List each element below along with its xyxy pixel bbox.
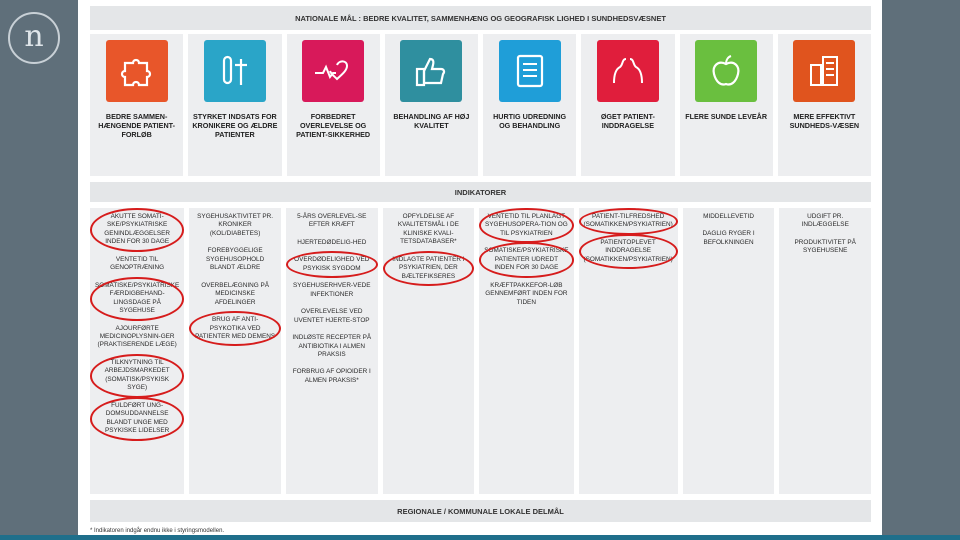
apple-icon <box>695 40 757 102</box>
goal-label: ØGET PATIENT-INDDRAGELSE <box>600 112 655 131</box>
goal-card-3 <box>287 34 380 176</box>
puzzle-icon <box>106 40 168 102</box>
goal-card-6 <box>581 34 674 176</box>
indicator-item: VENTETID TIL GENOPTRÆNING <box>110 255 165 272</box>
indicator-item: OVERLEVELSE VED UVENTET HJERTE-STOP <box>293 308 370 324</box>
indicator-item-highlighted: SOMATISKE/PSYKIATRISKE FÆRDIGBEHAND-LINGSDAGE PÅ SYGEHUSE <box>93 281 181 317</box>
indicator-item: HJERTEDØDELIG-HED <box>297 238 367 246</box>
goals-row <box>90 34 871 176</box>
indicator-column <box>479 208 573 494</box>
goal-label: FLERE SUNDE LEVEÅR <box>685 112 768 121</box>
indicator-item: PRODUKTIVITET PÅ SYGEHUSENE <box>794 238 856 255</box>
heartbeat-icon <box>302 40 364 102</box>
faces-icon <box>597 40 659 102</box>
indicators-header: INDIKATORER <box>90 182 871 202</box>
slide <box>78 0 882 540</box>
indicator-item: FOREBYGGELIGE SYGEHUSOPHOLD BLANDT ÆLDRE <box>205 247 265 272</box>
page-title: NATIONALE MÅL : BEDRE KVALITET, SAMMENHÆNG OG GEOGRAFISK LIGHED I SUNDHEDSVÆSNET <box>90 6 871 30</box>
indicator-item: SYGEHUSAKTIVITET PR. KRONIKER (KOL/DIABETES) <box>197 213 274 237</box>
indicator-item: SYGEHUSERHVER-VEDE INFEKTIONER <box>293 282 371 298</box>
indicator-item-highlighted: PATIENT-TILFREDSHED (SOMATIKKEN/PSYKIATRIEN) <box>582 212 675 231</box>
goal-card-4 <box>385 34 478 176</box>
indicator-item: OVERBELÆGNING PÅ MEDICINSKE AFDELINGER <box>201 281 270 306</box>
indicator-item-highlighted: TILKNYTNING TIL ARBEJDSMARKEDET (SOMATISK/PSYKISK SYGE) <box>93 358 181 394</box>
test-tubes-icon <box>204 40 266 102</box>
goal-label: HURTIG UDREDNING OG BEHANDLING <box>493 112 567 131</box>
goal-card-1 <box>90 34 183 176</box>
indicator-item-highlighted: INDLAGTE PATIENTER I PSYKIATRIEN, DER BÆLTEFIKSERES <box>386 255 472 282</box>
goal-card-5 <box>483 34 576 176</box>
indicator-item-highlighted: FULDFØRT UNG-DOMSUDDANNELSE BLANDT UNGE MED PSYKISKE LIDELSER <box>93 401 181 437</box>
indicator-item-highlighted: SOMATISKE/PSYKIATRISKE PATIENTER UDREDT INDEN FOR 30 DAGE <box>482 246 570 273</box>
goal-label: BEDRE SAMMEN-HÆNGENDE PATIENT-FORLØB <box>98 112 176 140</box>
goal-card-7 <box>680 34 773 176</box>
goal-label: FORBEDRET OVERLEVELSE OG PATIENT-SIKKERHED <box>296 112 371 140</box>
indicator-column <box>579 208 678 494</box>
indicator-item: 5-ÅRS OVERLEVEL-SE EFTER KRÆFT <box>297 213 367 229</box>
checklist-icon <box>499 40 561 102</box>
indicator-column <box>189 208 281 494</box>
indicator-item: FORBRUG AF OPIOIDER I ALMEN PRAKSIS* <box>292 368 371 384</box>
indicator-column <box>683 208 775 494</box>
indicator-column <box>90 208 184 494</box>
indicator-item: UDGIFT PR. INDLÆGGELSE <box>801 213 849 229</box>
indicator-item-highlighted: OVERDØDELIGHED VED PSYKISK SYGDOM <box>289 255 375 274</box>
indicator-column <box>286 208 378 494</box>
indicator-item-highlighted: BRUG AF ANTI-PSYKOTIKA VED PATIENTER MED DEMENS <box>192 315 278 342</box>
indicator-column <box>779 208 871 494</box>
indicator-item-highlighted: PATIENTOPLEVET INDDRAGELSE (SOMATIKKEN/PSYKIATRIEN) <box>582 238 675 265</box>
indicator-item: INDLØSTE RECEPTER PÅ ANTIBIOTIKA I ALMEN PRAKSIS <box>292 334 372 358</box>
logo: n <box>8 12 60 64</box>
footnote: * Indikatoren indgår endnu ikke i styringsmodellen. <box>90 528 225 534</box>
indicator-item: OPFYLDELSE AF KVALITETSMÅL I DE KLINISKE KVALI-TETSDATABASER* <box>397 213 459 246</box>
indicator-item-highlighted: VENTETID TIL PLANLAGT SYGEHUSOPERA-TION OG TIL PSYKIATRIEN <box>482 212 570 239</box>
goal-card-8 <box>778 34 871 176</box>
thumbs-up-icon <box>400 40 462 102</box>
goal-label: MERE EFFEKTIVT SUNDHEDS-VÆSEN <box>789 112 860 131</box>
goal-label: BEHANDLING AF HØJ KVALITET <box>393 112 470 131</box>
indicator-item-highlighted: AKUTTE SOMATI-SKE/PSYKIATRISKE GENINDLÆGGELSER INDEN FOR 30 DAGE <box>93 212 181 248</box>
indicator-item: AJOURFØRTE MEDICINOPLYSNIN-GER (PRAKTISERENDE LÆGE) <box>97 324 177 349</box>
regional-goals-header: REGIONALE / KOMMUNALE LOKALE DELMÅL <box>90 500 871 522</box>
goal-label: STYRKET INDSATS FOR KRONIKERE OG ÆLDRE PATIENTER <box>192 112 278 140</box>
indicator-item: KRÆFTPAKKEFOR-LØB GENNEMFØRT INDEN FOR TIDEN <box>485 281 568 306</box>
indicator-columns <box>90 208 871 494</box>
buildings-icon <box>793 40 855 102</box>
goal-card-2 <box>188 34 281 176</box>
bottom-strip <box>0 535 960 540</box>
indicator-item: MIDDELLEVETID <box>703 213 754 220</box>
indicator-item: DAGLIG RYGER I BEFOLKNINGEN <box>702 230 755 246</box>
indicator-column <box>383 208 475 494</box>
